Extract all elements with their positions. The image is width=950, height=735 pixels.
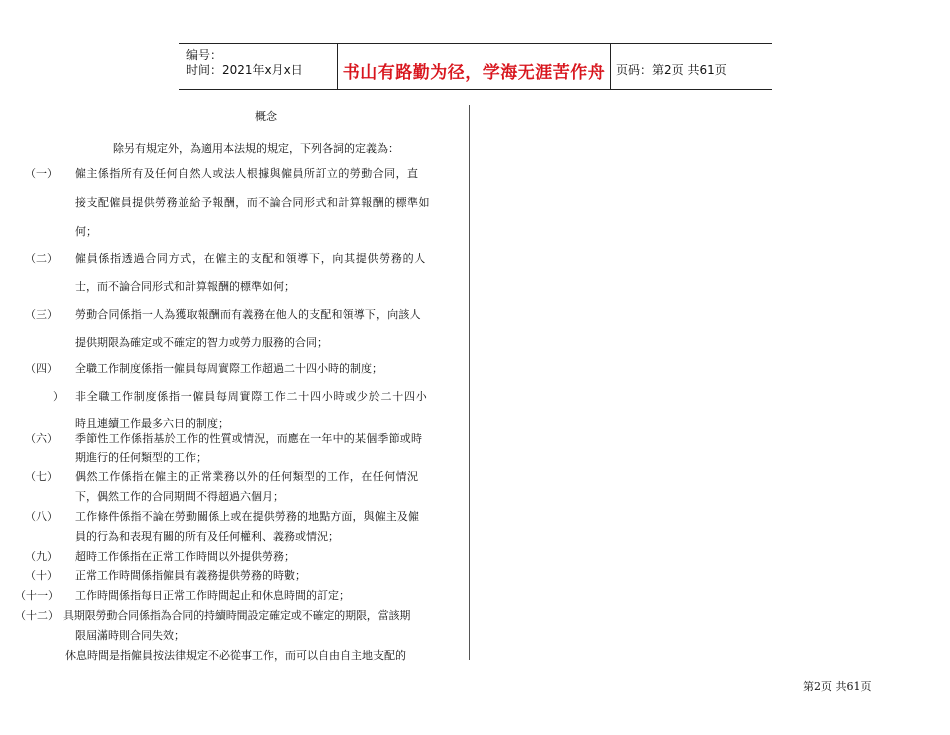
item-line: 僱主係指所有及任何自然人或法人根據與僱員所訂立的勞動合同，直 [75,167,419,180]
item-label: （七） [25,470,58,483]
item-label: （六） [25,432,58,445]
item-line: 勞動合同係指一人為獲取報酬而有義務在他人的支配和領導下，向該人 [75,308,421,321]
item-label: ） [53,390,64,403]
item-line: 非全職工作制度係指一僱員每周實際工作二十四小時或少於二十四小 [75,390,428,403]
item-line: 下，偶然工作的合同期間不得超過六個月； [75,490,284,503]
item-label: （四） [25,362,58,375]
item-line: 正常工作時間係指僱員有義務提供勞務的時數； [75,569,306,582]
item-line: 工作時間係指每日正常工作時間起止和休息時間的訂定； [75,589,350,602]
header-page-cell [610,44,772,89]
page-footer-number: 第2页 共61页 [803,680,872,693]
item-label: （一） [25,167,58,180]
section-title: 概念 [255,110,277,123]
item-line: 工作條件係指不論在勞動關係上或在提供勞務的地點方面，與僱主及僱 [75,510,420,523]
item-line: 全職工作制度係指一僱員每周實際工作超過二十四小時的制度； [75,362,383,375]
header-page-number: 页码：第2页 共61页 [616,63,727,77]
item-line: 員的行為和表現有關的所有及任何權利、義務或情況； [75,530,339,543]
document-time: 时间：2021年x月x日 [186,63,303,77]
page-header [179,43,772,90]
item-line: 具期限勞動合同係指為合同的持續時間設定確定或不確定的期限，當該期 [63,609,411,622]
item-label: （二） [25,252,58,265]
item-label: （十） [25,569,58,582]
item-label: （三） [25,308,58,321]
item-line: 接支配僱員提供勞務並給予報酬，而不論合同形式和計算報酬的標準如 [75,196,430,209]
item-line: 期進行的任何類型的工作； [75,451,207,464]
item-label: （八） [25,510,58,523]
header-motto-cell [337,44,611,89]
intro-paragraph: 除另有規定外，為適用本法規的規定，下列各詞的定義為： [113,142,399,155]
header-motto: 书山有路勤为径，学海无涯苦作舟 [342,63,606,83]
item-line: 偶然工作係指在僱主的正常業務以外的任何類型的工作，在任何情況 [75,470,419,483]
item-line: 超時工作係指在正常工作時間以外提供勞務； [75,550,295,563]
item-line: 何； [75,225,97,238]
item-line: 士，而不論合同形式和計算報酬的標準如何； [75,280,295,293]
item-line: 時且連續工作最多六日的制度； [75,417,229,430]
item-line: 休息時間是指僱員按法律規定不必從事工作，而可以自由自主地支配的 [65,649,406,662]
header-meta-cell [179,44,337,89]
item-line: 提供期限為確定或不確定的智力或勞力服務的合同； [75,336,328,349]
item-label: （十一） [15,589,59,602]
item-line: 限屆滿時則合同失效； [75,629,185,642]
item-line: 僱員係指透過合同方式，在僱主的支配和領導下，向其提供勞務的人 [75,252,426,265]
document-number-label: 编号： [186,48,223,62]
item-label: （九） [25,550,58,563]
item-label: （十二） [15,609,59,622]
column-divider [469,105,470,660]
item-line: 季節性工作係指基於工作的性質或情況，而應在一年中的某個季節或時 [75,432,423,445]
